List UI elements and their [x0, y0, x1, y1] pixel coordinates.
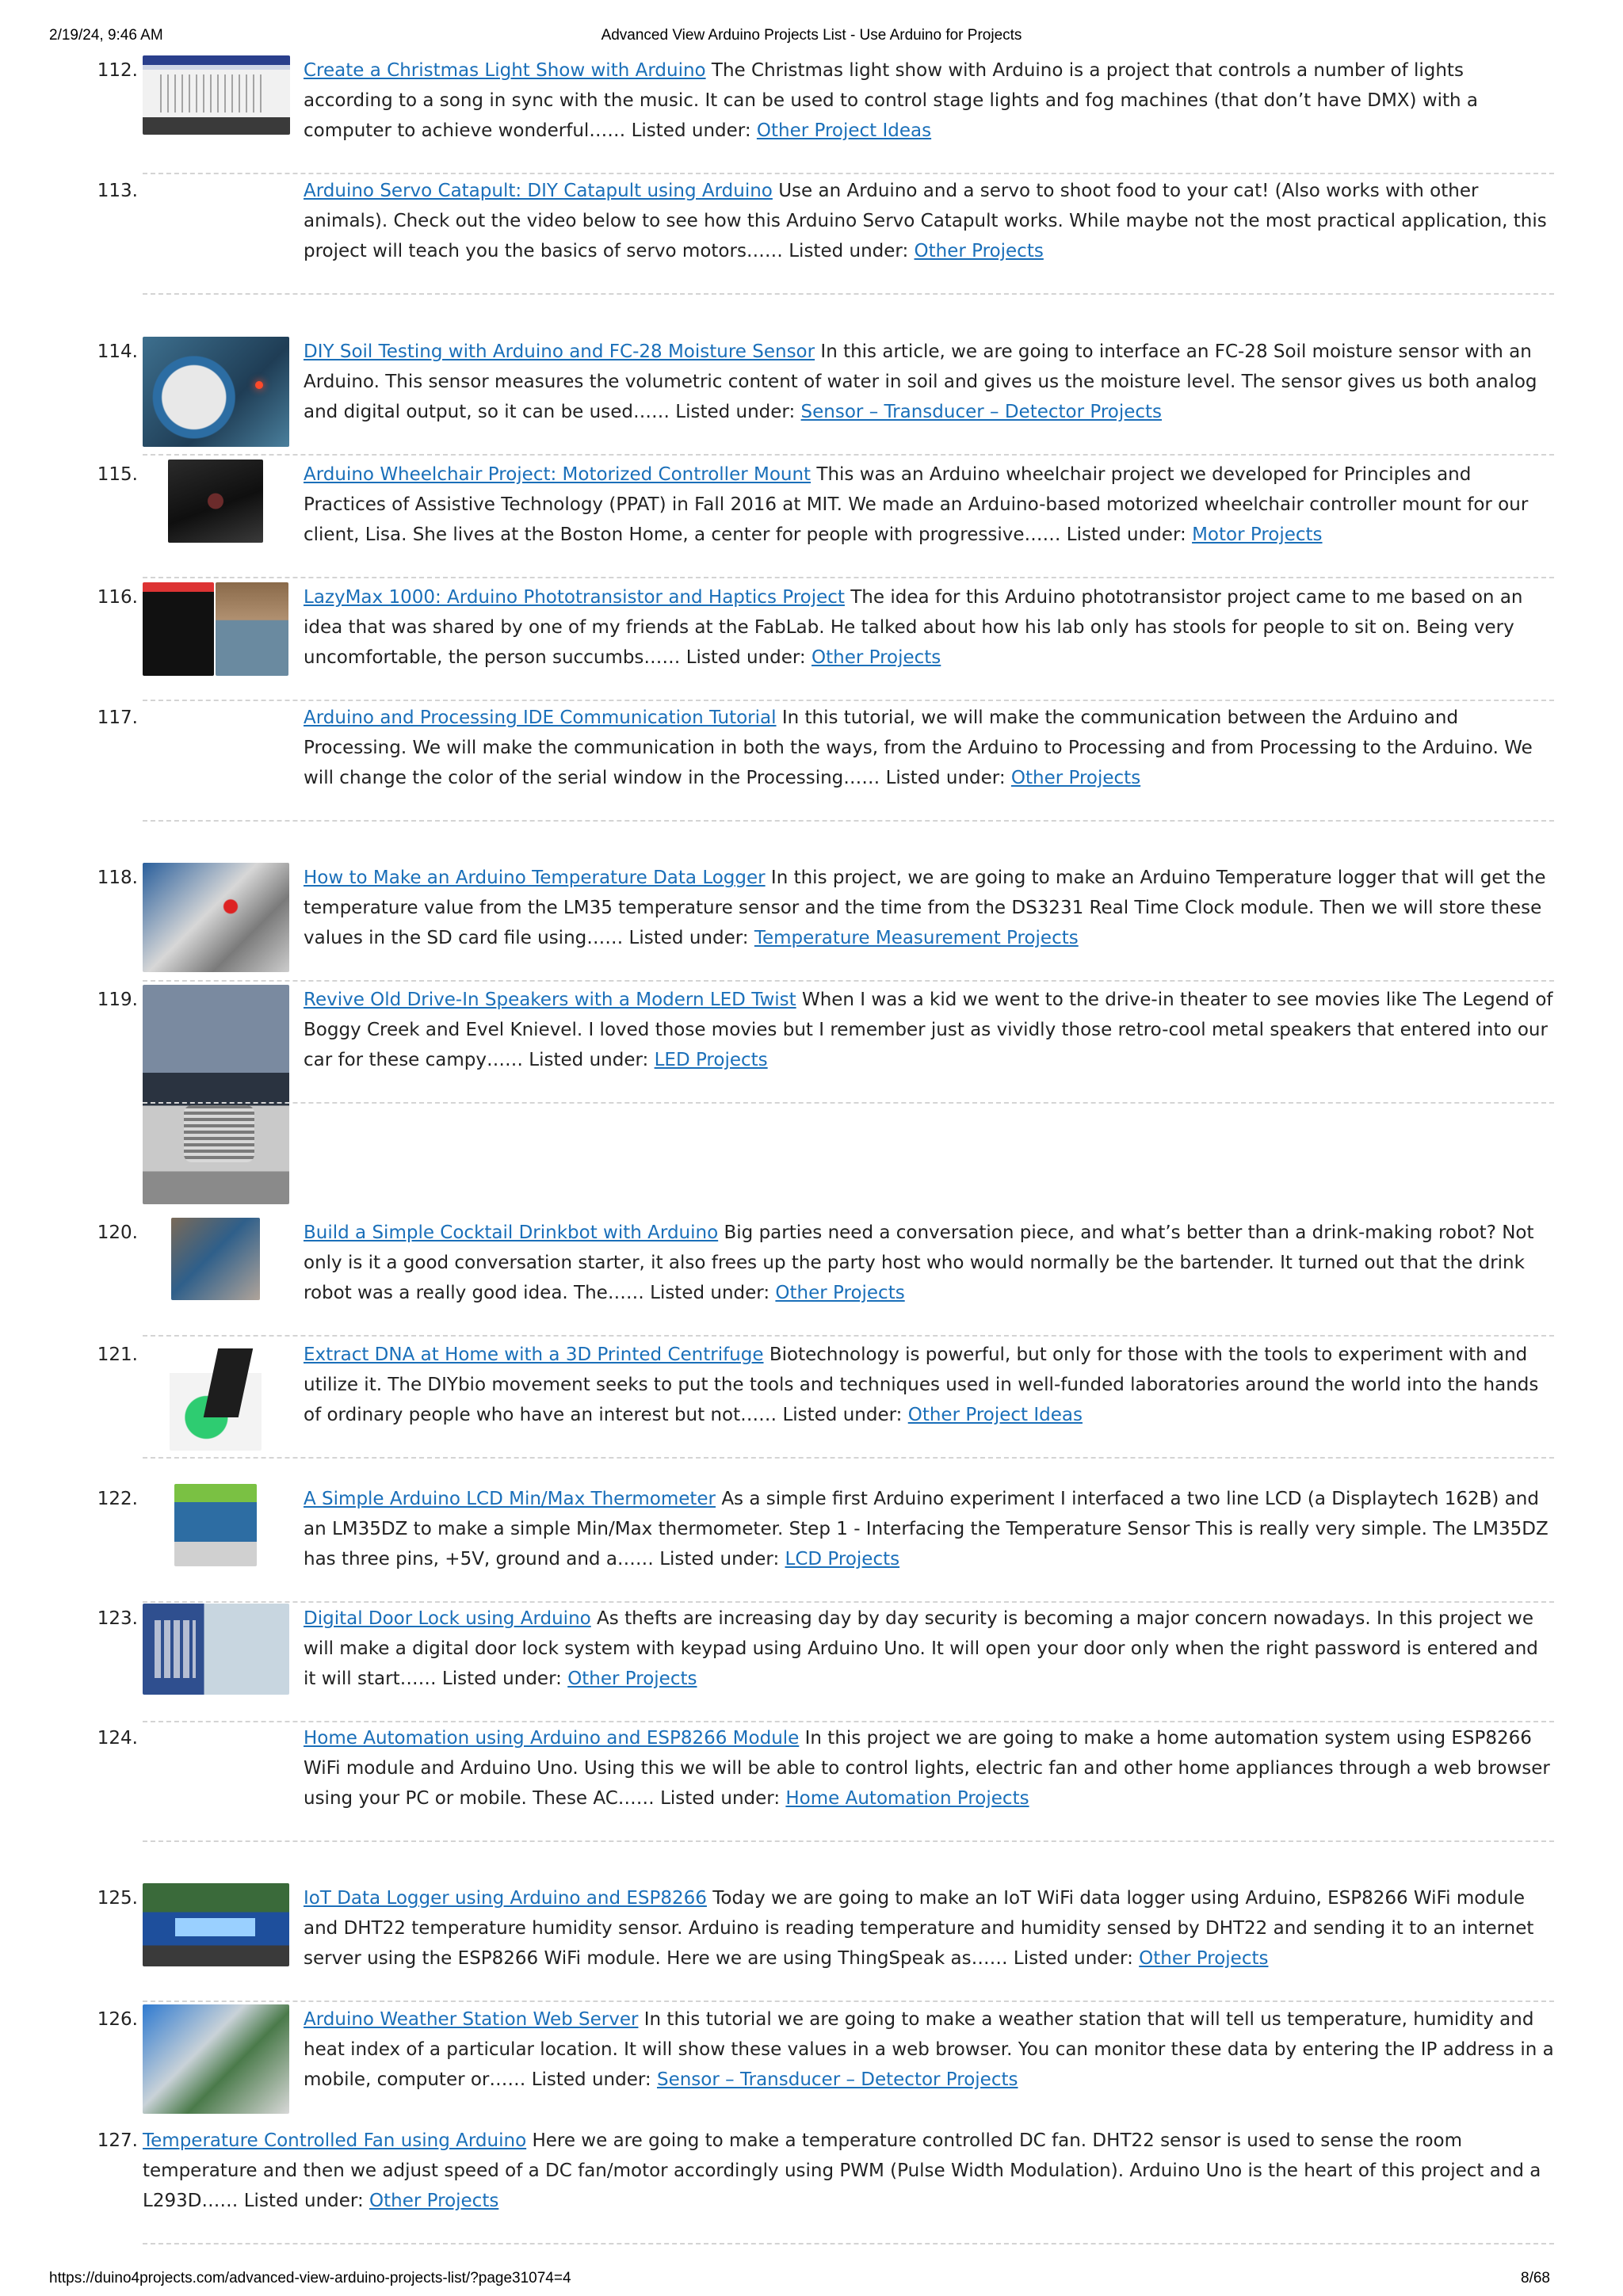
item-separator	[143, 1840, 1554, 1842]
project-title-link[interactable]: How to Make an Arduino Temperature Data Logger	[304, 868, 766, 888]
project-title-link[interactable]: DIY Soil Testing with Arduino and FC-28 Moisture Sensor	[304, 341, 815, 362]
item-number: 118.	[97, 868, 138, 888]
item-separator	[143, 820, 1554, 822]
item-description: A Simple Arduino LCD Min/Max Thermometer As a simple first Arduino experiment I interfaced a two line LCD (a Displaytech 162B) and an LM35DZ to make a simple Min/Max thermometer. Step 1 - Interfacing the Temperature Sensor This is really very simple. The LM35DZ has three pins, +5V, ground and a…… Listed under: LCD Projects	[304, 1489, 1549, 1569]
item-separator	[143, 293, 1554, 295]
item-description: Revive Old Drive-In Speakers with a Modern LED Twist When I was a kid we went to the drive-in theater to see movies like The Legend of Boggy Creek and Evel Knievel. I loved those movies but I remember just as vividly those retro-cool metal speakers that entered into our car for these campy…… Listed under: LED Projects	[304, 990, 1553, 1070]
item-number: 119.	[97, 990, 138, 1010]
category-link[interactable]: Other Project Ideas	[756, 120, 932, 141]
item-number: 126.	[97, 2009, 138, 2030]
project-thumbnail[interactable]	[143, 985, 289, 1204]
print-url: https://duino4projects.com/advanced-view-arduino-projects-list/?page31074=4	[49, 2270, 571, 2286]
project-title-link[interactable]: Build a Simple Cocktail Drinkbot with Arduino	[304, 1222, 719, 1243]
item-separator	[143, 173, 1554, 174]
project-thumbnail[interactable]	[216, 582, 288, 676]
category-link[interactable]: Other Projects	[812, 647, 941, 668]
item-description: Home Automation using Arduino and ESP8266 Module In this project we are going to make a home automation system using ESP8266 WiFi module and Arduino Uno. Using this we will be able to control lights, electric fan and other home appliances through a web browser using your PC or mobile. These AC…… Listed under: Home Automation Projects	[304, 1728, 1550, 1809]
category-link[interactable]: Other Project Ideas	[907, 1405, 1083, 1425]
item-separator	[143, 1102, 1554, 1104]
project-title-link[interactable]: Arduino Wheelchair Project: Motorized Controller Mount	[304, 464, 812, 485]
item-description: Arduino and Processing IDE Communication Tutorial In this tutorial, we will make the communication between the Arduino and Processing. We will make the communication in both the ways, from the Arduino to Processing and from Processing to the Arduino. We will change the color of the serial window in the Processing…… Listed under: Other Projects	[304, 707, 1533, 788]
category-link[interactable]: LCD Projects	[785, 1549, 900, 1569]
category-link[interactable]: Other Projects	[567, 1669, 697, 1689]
item-separator	[143, 454, 1554, 456]
item-separator	[143, 980, 1554, 982]
category-link[interactable]: LED Projects	[654, 1050, 768, 1070]
category-link[interactable]: Other Projects	[1139, 1948, 1269, 1969]
item-description: IoT Data Logger using Arduino and ESP8266 Today we are going to make an IoT WiFi data logger using Arduino, ESP8266 WiFi module and DHT22 temperature humidity sensor. Arduino is reading temperature and humidity sensed by DHT22 and sending it to an internet server using the ESP8266 WiFi module. Here we are using ThingSpeak as…… Listed under: Other Projects	[304, 1888, 1534, 1969]
project-thumbnail[interactable]	[143, 1604, 289, 1695]
category-link[interactable]: Motor Projects	[1192, 524, 1323, 545]
project-thumbnail[interactable]	[143, 55, 290, 135]
project-title-link[interactable]: Temperature Controlled Fan using Arduino	[143, 2130, 527, 2151]
print-page-title: Advanced View Arduino Projects List - Use Arduino for Projects	[601, 27, 1022, 44]
project-thumbnail[interactable]	[143, 863, 289, 972]
item-number: 122.	[97, 1489, 138, 1509]
project-title-link[interactable]: Home Automation using Arduino and ESP8266 Module	[304, 1728, 800, 1749]
project-thumbnail[interactable]	[143, 1883, 289, 1966]
category-link[interactable]: Other Projects	[775, 1283, 905, 1303]
item-number: 112.	[97, 60, 138, 81]
item-description: Digital Door Lock using Arduino As thefts are increasing day by day security is becoming a major concern nowadays. In this project we will make a digital door lock system with keypad using Arduino Uno. It will open your door only when the right password is entered and it will start…… Listed under: Other Projects	[304, 1608, 1538, 1689]
item-separator	[143, 700, 1554, 701]
item-description: Create a Christmas Light Show with Arduino The Christmas light show with Arduino is a project that controls a number of lights according to a song in sync with the music. It can be used to control stage lights and fog machines (that don’t have DMX) with a computer to achieve wonderful…… Listed under: Other Project Ideas	[304, 60, 1479, 141]
project-title-link[interactable]: LazyMax 1000: Arduino Phototransistor and Haptics Project	[304, 587, 845, 608]
item-number: 113.	[97, 181, 138, 201]
project-title-link[interactable]: Digital Door Lock using Arduino	[304, 1608, 591, 1629]
project-title-link[interactable]: Arduino Servo Catapult: DIY Catapult using Arduino	[304, 181, 773, 201]
item-separator	[143, 577, 1554, 578]
category-link[interactable]: Temperature Measurement Projects	[754, 928, 1079, 948]
item-number: 121.	[97, 1344, 138, 1365]
item-separator	[143, 1457, 1554, 1459]
category-link[interactable]: Sensor – Transducer – Detector Projects	[656, 2069, 1018, 2090]
project-thumbnail[interactable]	[168, 460, 263, 543]
category-link[interactable]: Home Automation Projects	[785, 1788, 1029, 1809]
item-description: Arduino Servo Catapult: DIY Catapult using Arduino Use an Arduino and a servo to shoot food to your cat! (Also works with other animals). Check out the video below to see how this Arduino Servo Catapult works. While maybe not the most practical application, this project will teach you the basics of servo motors…… Listed under: Other Projects	[304, 181, 1547, 261]
item-description: Arduino Weather Station Web Server In this tutorial we are going to make a weather station that will tell us temperature, humidity and heat index of a particular location. It will show these values in a web browser. You can monitor these data by entering the IP address in a mobile, computer or…… Listed under: Sensor – Transducer – Detector Projects	[304, 2009, 1554, 2090]
category-link[interactable]: Other Projects	[1010, 768, 1141, 788]
project-thumbnail[interactable]	[143, 582, 214, 676]
item-description: How to Make an Arduino Temperature Data Logger In this project, we are going to make an Arduino Temperature logger that will get the temperature value from the LM35 temperature sensor and the time from the DS3231 Real Time Clock module. Then we will store these values in the SD card file using…… Listed under: Temperature Measurement Projects	[304, 868, 1546, 948]
item-number: 120.	[97, 1222, 138, 1243]
item-separator	[143, 1721, 1554, 1722]
project-title-link[interactable]: Revive Old Drive-In Speakers with a Modern LED Twist	[304, 990, 796, 1010]
print-page-number: 8/68	[1521, 2270, 1550, 2286]
project-thumbnail[interactable]	[170, 1340, 262, 1451]
item-separator	[143, 2000, 1554, 2002]
item-number: 116.	[97, 587, 138, 608]
project-title-link[interactable]: Arduino and Processing IDE Communication Tutorial	[304, 707, 777, 728]
item-number: 117.	[97, 707, 138, 728]
project-title-link[interactable]: Extract DNA at Home with a 3D Printed Centrifuge	[304, 1344, 764, 1365]
print-datetime: 2/19/24, 9:46 AM	[49, 27, 163, 44]
project-thumbnail[interactable]	[143, 337, 289, 447]
category-link[interactable]: Other Projects	[914, 241, 1044, 261]
item-separator	[143, 1601, 1554, 1603]
item-number: 114.	[97, 341, 138, 362]
project-title-link[interactable]: IoT Data Logger using Arduino and ESP8266	[304, 1888, 707, 1909]
project-title-link[interactable]: A Simple Arduino LCD Min/Max Thermometer	[304, 1489, 716, 1509]
item-number: 127.	[97, 2130, 138, 2151]
item-number: 115.	[97, 464, 138, 485]
project-thumbnail[interactable]	[171, 1218, 260, 1300]
item-description: LazyMax 1000: Arduino Phototransistor and Haptics Project The idea for this Arduino phototransistor project came to me based on an idea that was shared by one of my friends at the FabLab. He talked about how his lab only has stools for people to sit on. Being very uncomfortable, the person succumbs…… Listed under: Other Projects	[304, 587, 1523, 668]
item-description: Build a Simple Cocktail Drinkbot with Arduino Big parties need a conversation piece, and what’s better than a drink-making robot? Not only is it a good conversation starter, it also frees up the party host who would normally be the bartender. It turned out that the drink robot was a really good idea. The…… Listed under: Other Projects	[304, 1222, 1534, 1303]
category-link[interactable]: Other Projects	[369, 2191, 499, 2211]
item-separator	[143, 2243, 1554, 2245]
item-separator	[143, 1335, 1554, 1337]
project-title-link[interactable]: Arduino Weather Station Web Server	[304, 2009, 639, 2030]
item-description: DIY Soil Testing with Arduino and FC-28 Moisture Sensor In this article, we are going to interface an FC-28 Soil moisture sensor with an Arduino. This sensor measures the volumetric content of water in soil and gives us the moisture level. The sensor gives us both analog and digital output, so it can be used…… Listed under: Sensor – Transducer – Detector Projects	[304, 341, 1537, 422]
item-description: Extract DNA at Home with a 3D Printed Centrifuge Biotechnology is powerful, but only for those with the tools to experiment with and utilize it. The DIYbio movement seeks to put the tools and techniques used in well-funded laboratories around the world into the hands of ordinary people who have an interest but not…… Listed under: Other Project Ideas	[304, 1344, 1539, 1425]
item-number: 125.	[97, 1888, 138, 1909]
item-description: Arduino Wheelchair Project: Motorized Controller Mount This was an Arduino wheelchair project we developed for Principles and Practices of Assistive Technology (PPAT) in Fall 2016 at MIT. We made an Arduino-based motorized wheelchair controller mount for our client, Lisa. She lives at the Boston Home, a center for people with progressive…… Listed under: Motor Projects	[304, 464, 1529, 545]
item-number: 124.	[97, 1728, 138, 1749]
category-link[interactable]: Sensor – Transducer – Detector Projects	[800, 402, 1163, 422]
item-number: 123.	[97, 1608, 138, 1629]
project-thumbnail[interactable]	[174, 1484, 257, 1566]
project-thumbnail[interactable]	[143, 2004, 289, 2114]
item-description: Temperature Controlled Fan using Arduino Here we are going to make a temperature controlled DC fan. DHT22 sensor is used to sense the room temperature and then we adjust speed of a DC fan/motor accordingly using PWM (Pulse Width Modulation). Arduino Uno is the heart of this project and a L293D…… Listed under: Other Projects	[143, 2130, 1541, 2211]
project-title-link[interactable]: Create a Christmas Light Show with Arduino	[304, 60, 706, 81]
